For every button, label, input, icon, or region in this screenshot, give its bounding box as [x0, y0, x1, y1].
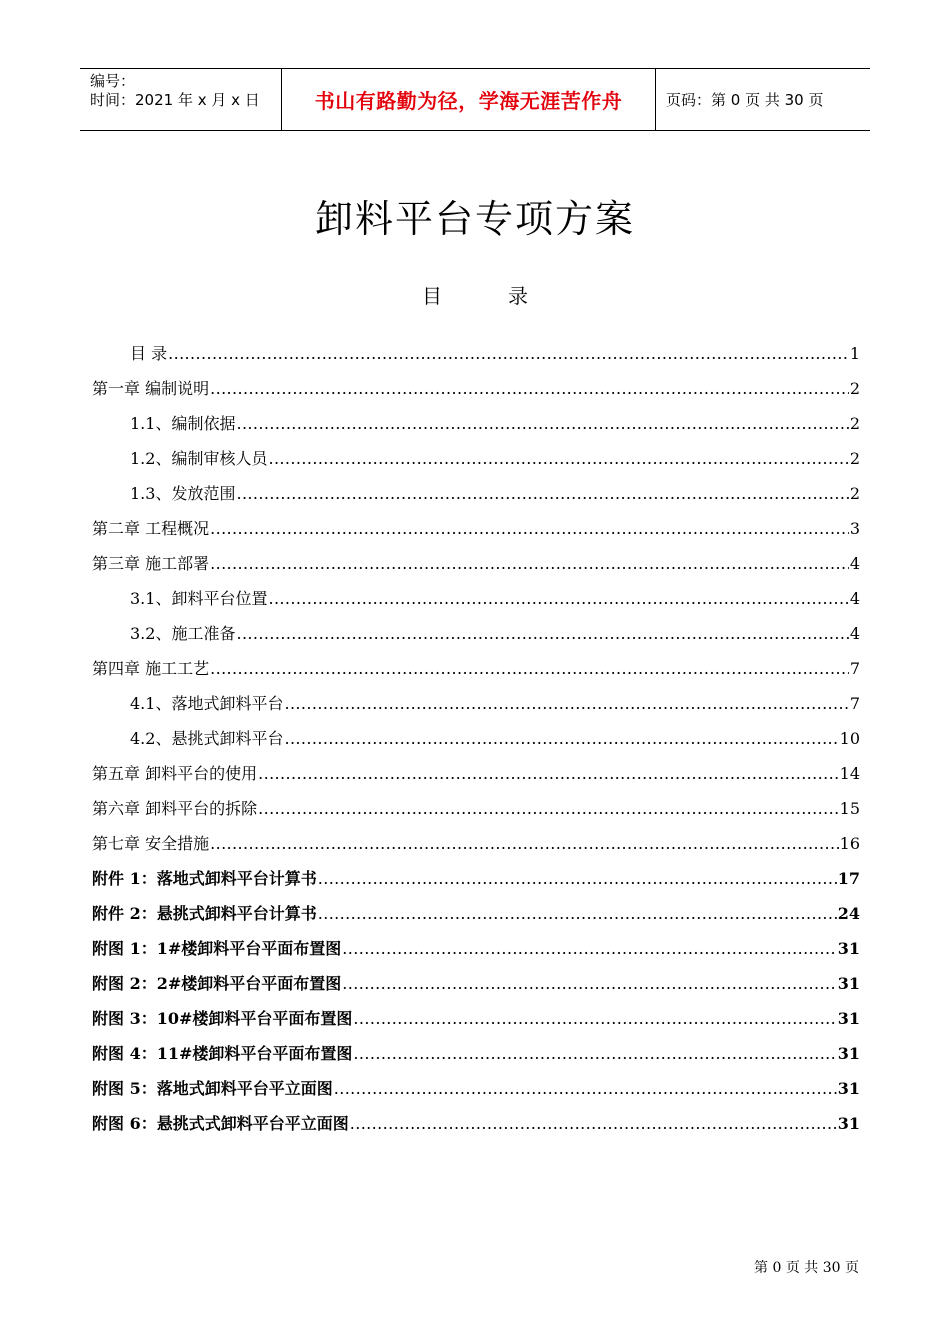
toc-entry-page: 4	[849, 554, 860, 573]
toc-entry[interactable]	[92, 400, 860, 435]
toc-entry[interactable]	[92, 855, 860, 890]
toc-entry-title: 1.2、编制审核人员	[130, 449, 268, 468]
toc-entry-page: 4	[849, 589, 860, 608]
toc-entry-page: 31	[837, 1009, 860, 1028]
toc-entry-title: 1.1、编制依据	[130, 414, 236, 433]
toc-entry[interactable]	[92, 785, 860, 820]
toc-entry-title: 附图 2：2#楼卸料平台平面布置图	[92, 974, 342, 993]
toc-entry[interactable]	[92, 330, 860, 365]
toc-entry-title: 4.2、悬挑式卸料平台	[130, 729, 284, 748]
toc-leader-dots	[236, 483, 848, 505]
header-page-cell	[656, 69, 870, 130]
toc-entry[interactable]	[92, 470, 860, 505]
toc-leader-dots	[258, 798, 839, 820]
toc-entry-title: 附图 5：落地式卸料平台平立面图	[92, 1079, 333, 1098]
toc-entry-page: 16	[839, 834, 860, 853]
toc-entry-title: 第七章 安全措施	[92, 834, 210, 853]
toc-entry-page: 31	[837, 1079, 860, 1098]
toc-entry[interactable]	[92, 1100, 860, 1135]
toc-entry[interactable]	[92, 610, 860, 645]
toc-entry-page: 10	[839, 729, 860, 748]
toc-entry-title: 附图 3：10#楼卸料平台平面布置图	[92, 1009, 353, 1028]
toc-leader-dots	[168, 343, 849, 365]
toc-entry-page: 31	[837, 939, 860, 958]
toc-entry-page: 17	[837, 869, 860, 888]
toc-leader-dots	[284, 693, 848, 715]
toc-leader-dots	[342, 973, 836, 995]
page-info: 页码：第 0 页 共 30 页	[666, 91, 824, 109]
toc-entry-page: 31	[837, 1114, 860, 1133]
toc-entry-title: 第五章 卸料平台的使用	[92, 764, 258, 783]
toc-entry[interactable]	[92, 995, 860, 1030]
toc-leader-dots	[236, 413, 848, 435]
toc-entry[interactable]	[92, 715, 860, 750]
toc-entry[interactable]	[92, 925, 860, 960]
toc-entry-title: 第三章 施工部署	[92, 554, 210, 573]
toc-entry-page: 2	[849, 379, 860, 398]
toc-entry-page: 3	[849, 519, 860, 538]
toc-entry[interactable]	[92, 575, 860, 610]
toc-entry-title: 附图 4：11#楼卸料平台平面布置图	[92, 1044, 353, 1063]
table-of-contents	[92, 330, 860, 1135]
toc-entry[interactable]	[92, 890, 860, 925]
toc-entry-title: 第四章 施工工艺	[92, 659, 210, 678]
page-footer: 第 0 页 共 30 页	[754, 1260, 859, 1276]
toc-leader-dots	[342, 938, 836, 960]
toc-entry-page: 2	[849, 414, 860, 433]
toc-leader-dots	[268, 588, 848, 610]
toc-entry-title: 附图 1：1#楼卸料平台平面布置图	[92, 939, 342, 958]
toc-heading-part-1: 目	[422, 284, 442, 308]
toc-leader-dots	[210, 553, 849, 575]
toc-entry-page: 14	[839, 764, 860, 783]
toc-leader-dots	[334, 1078, 837, 1100]
toc-entry-page: 7	[849, 694, 860, 713]
toc-heading	[0, 280, 950, 309]
toc-entry[interactable]	[92, 435, 860, 470]
toc-entry[interactable]	[92, 1065, 860, 1100]
toc-entry[interactable]	[92, 750, 860, 785]
number-label: 编号：	[90, 72, 136, 90]
toc-entry[interactable]	[92, 680, 860, 715]
toc-entry-title: 3.2、施工准备	[130, 624, 236, 643]
toc-entry-title: 附件 1：落地式卸料平台计算书	[92, 869, 317, 888]
toc-entry-page: 1	[849, 344, 860, 363]
motto-text: 书山有路勤为径，学海无涯苦作舟	[314, 89, 623, 113]
toc-leader-dots	[210, 518, 849, 540]
header-meta-cell	[80, 69, 282, 130]
toc-entry-page: 31	[837, 1044, 860, 1063]
toc-entry-page: 2	[849, 449, 860, 468]
toc-leader-dots	[236, 623, 848, 645]
toc-entry-title: 第六章 卸料平台的拆除	[92, 799, 258, 818]
toc-leader-dots	[210, 833, 839, 855]
toc-leader-dots	[353, 1043, 836, 1065]
toc-heading-part-2: 录	[508, 284, 528, 308]
page-header	[80, 68, 870, 131]
toc-leader-dots	[353, 1008, 836, 1030]
toc-leader-dots	[284, 728, 838, 750]
toc-leader-dots	[210, 378, 849, 400]
toc-entry-title: 第一章 编制说明	[92, 379, 210, 398]
date-label: 时间：2021 年 x 月 x 日	[90, 91, 260, 109]
toc-entry[interactable]	[92, 365, 860, 400]
toc-entry[interactable]	[92, 820, 860, 855]
toc-entry[interactable]	[92, 540, 860, 575]
toc-leader-dots	[210, 658, 849, 680]
toc-entry-title: 第二章 工程概况	[92, 519, 210, 538]
toc-leader-dots	[350, 1113, 837, 1135]
toc-entry-title: 附件 2：悬挑式卸料平台计算书	[92, 904, 317, 923]
toc-entry-title: 4.1、落地式卸料平台	[130, 694, 284, 713]
toc-entry[interactable]	[92, 505, 860, 540]
document-title: 卸料平台专项方案	[314, 197, 635, 241]
toc-entry[interactable]	[92, 960, 860, 995]
toc-entry-title: 1.3、发放范围	[130, 484, 236, 503]
toc-entry-page: 15	[839, 799, 860, 818]
toc-entry-page: 2	[849, 484, 860, 503]
toc-leader-dots	[318, 868, 837, 890]
toc-leader-dots	[268, 448, 848, 470]
toc-entry-title: 目 录	[130, 344, 168, 363]
toc-entry-title: 3.1、卸料平台位置	[130, 589, 268, 608]
toc-entry-page: 31	[837, 974, 860, 993]
toc-entry[interactable]	[92, 645, 860, 680]
toc-entry[interactable]	[92, 1030, 860, 1065]
toc-leader-dots	[258, 763, 839, 785]
toc-leader-dots	[318, 903, 837, 925]
header-motto-cell	[282, 69, 656, 130]
toc-entry-page: 24	[837, 904, 860, 923]
toc-entry-title: 附图 6：悬挑式式卸料平台平立面图	[92, 1114, 349, 1133]
toc-entry-page: 7	[849, 659, 860, 678]
toc-entry-page: 4	[849, 624, 860, 643]
